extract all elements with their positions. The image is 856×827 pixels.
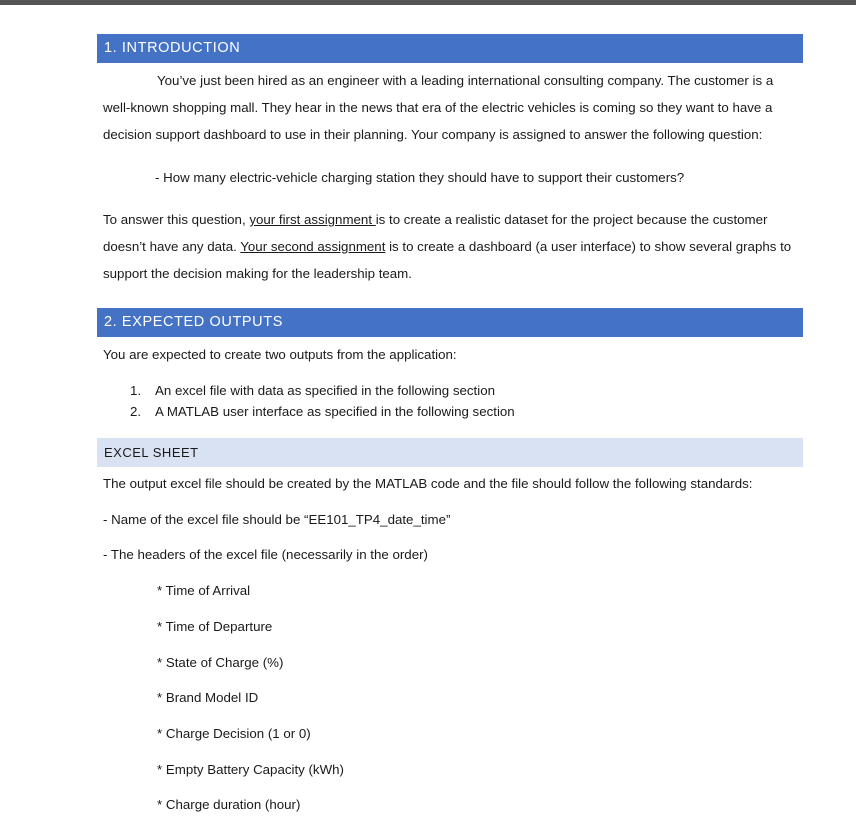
outputs-list-item (130, 383, 495, 398)
p2-l2-rest: is to create a dashboard (a user interface) to show several graphs to (385, 239, 792, 254)
excel-header-item: * Brand Model ID (157, 690, 259, 705)
excel-header-item: * Time of Departure (157, 619, 273, 634)
excel-header-item: * Empty Battery Capacity (kWh) (157, 762, 344, 777)
list-number: 1. (130, 383, 142, 398)
intro-line-3: decision support dashboard to use in their planning. Your company is assigned to answer the following question: (103, 127, 763, 142)
excel-header-item: * Charge duration (hour) (157, 797, 301, 812)
p2-l2-prefix: doesn’t have any data. (103, 239, 241, 254)
outputs-list-item (130, 404, 515, 419)
p2-prefix: To answer this question, (103, 212, 250, 227)
p2-rest-1: is to create a realistic dataset for the project because the customer (375, 212, 768, 227)
excel-header-item: * Charge Decision (1 or 0) (157, 726, 311, 741)
excel-name-line: - Name of the excel file should be “EE101_TP4_date_time” (103, 512, 451, 527)
excel-lead: The output excel file should be created by the MATLAB code and the file should follow the following standards: (103, 476, 753, 491)
list-text: A MATLAB user interface as specified in the following section (155, 404, 515, 419)
subsection-heading-excel-sheet: EXCEL SHEET (97, 438, 803, 467)
list-text: An excel file with data as specified in the following section (155, 383, 495, 398)
top-border (0, 0, 856, 5)
intro-line-2: well-known shopping mall. They hear in the news that era of the electric vehicles is coming so they want to have a (103, 100, 773, 115)
excel-header-item: * State of Charge (%) (157, 655, 284, 670)
first-assignment-text: your first assignment (249, 212, 376, 227)
excel-headers-line: - The headers of the excel file (necessarily in the order) (103, 547, 428, 562)
excel-header-item: * Time of Arrival (157, 583, 251, 598)
section-heading-introduction: 1. INTRODUCTION (97, 34, 803, 63)
intro-line-1: You’ve just been hired as an engineer with a leading international consulting company. The customer is a (157, 73, 774, 88)
second-assignment-text: Your second assignment (240, 239, 386, 254)
intro-p2-line-2 (103, 239, 791, 254)
section-heading-expected-outputs: 2. EXPECTED OUTPUTS (97, 308, 803, 337)
intro-question: - How many electric-vehicle charging station they should have to support their customers? (155, 170, 685, 185)
intro-p2-line-1 (103, 212, 767, 227)
list-number: 2. (130, 404, 142, 419)
outputs-lead: You are expected to create two outputs from the application: (103, 347, 457, 362)
intro-p2-line-3: support the decision making for the leadership team. (103, 266, 412, 281)
